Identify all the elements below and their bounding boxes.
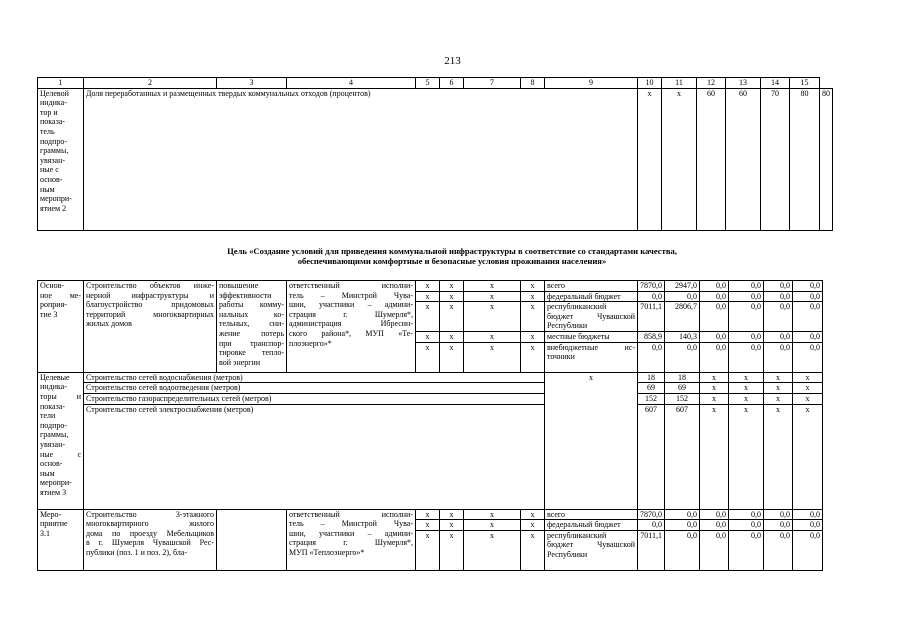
cell-v14: x: [764, 404, 793, 509]
cell-x6: x: [440, 520, 464, 531]
cell-c14: 80: [790, 88, 820, 230]
cell-x5: x: [416, 530, 440, 570]
cell-v12: 0,0: [700, 530, 729, 570]
measure-goal: [217, 281, 287, 373]
column-header-12: 12: [697, 78, 726, 89]
cell-x7: x: [464, 302, 521, 332]
measure-label: [38, 509, 84, 570]
cell-v14: 0,0: [764, 509, 793, 520]
cell-c9: x: [545, 372, 638, 509]
cell-c10: x: [662, 88, 697, 230]
cell-c15: 80: [820, 88, 833, 230]
text-line: всего: [547, 509, 566, 519]
cell-x5: x: [416, 520, 440, 531]
text-line: ные с: [40, 449, 81, 459]
text-line: федеральный бюджет: [547, 291, 621, 301]
cell-v11: 0,0: [665, 291, 700, 302]
cell-x6: x: [440, 302, 464, 332]
goal-heading: [37, 246, 867, 266]
text-line: бюджет Чувашской: [547, 311, 635, 321]
cell-v14: 0,0: [764, 291, 793, 302]
funding-source: [545, 509, 638, 520]
cell-x5: x: [416, 342, 440, 372]
text-line: меропри-: [40, 478, 72, 488]
cell-v10: 0,0: [638, 291, 665, 302]
indicator-text: Строительство сетей водоотведения (метров): [84, 383, 545, 394]
indicator-label: [38, 88, 84, 230]
cell-v10: 7870,0: [638, 281, 665, 292]
table-main: [37, 280, 823, 571]
cell-x7: x: [464, 332, 521, 343]
cell-v15: 0,0: [793, 342, 823, 372]
text-line: страция г. Шумерля*,: [289, 538, 413, 548]
goal-line-1: Цель «Создание условий для приведения коммунальной инфраструктуры в соответствие со стандартами качества,: [227, 246, 677, 256]
cell-x5: x: [416, 302, 440, 332]
cell-x5: x: [416, 291, 440, 302]
cell-x8: x: [521, 302, 545, 332]
text-line: плоэнерго»*: [289, 338, 332, 348]
text-line: внебюджетные ис-: [547, 342, 635, 352]
text-line: нальных ко-: [219, 309, 284, 319]
text-line: республиканский: [547, 302, 607, 312]
cell-v10: 7011,1: [638, 530, 665, 570]
text-line: тели: [40, 411, 56, 421]
table-row: [38, 372, 823, 383]
indicator-text: Строительство газораспределительных сетей (метров): [84, 393, 545, 404]
text-line: вой энергии: [219, 357, 261, 367]
text-line: подпро-: [40, 420, 68, 430]
cell-v10: 7870,0: [638, 509, 665, 520]
text-line: территорий многоквартирных: [86, 309, 214, 319]
cell-v11: 0,0: [665, 520, 700, 531]
goal-line-2: обеспечивающими комфортные и безопасные условия проживания населения»: [297, 256, 607, 266]
column-header-15: 15: [790, 78, 820, 89]
text-line: работы комму-: [219, 300, 284, 310]
text-line: ные с: [40, 165, 59, 175]
text-line: всего: [547, 281, 566, 290]
cell-v15: 0,0: [793, 302, 823, 332]
cell-v11: 0,0: [665, 509, 700, 520]
cell-v12: 0,0: [700, 509, 729, 520]
cell-v12: 0,0: [700, 520, 729, 531]
text-line: ятием 3: [40, 487, 67, 497]
cell-v12: 0,0: [700, 342, 729, 372]
text-line: МУП «Теплоэнерго»*: [289, 547, 365, 557]
table-row: [38, 509, 823, 520]
cell-v15: 0,0: [793, 520, 823, 531]
text-line: индика-: [40, 382, 67, 392]
text-line: эффективности: [219, 290, 272, 300]
measure-goal: [217, 509, 287, 570]
text-line: дома по проезду Мебельщиков: [86, 528, 214, 538]
cell-v14: 0,0: [764, 530, 793, 570]
text-line: Основ-: [40, 281, 65, 290]
cell-v15: 0,0: [793, 291, 823, 302]
cell-x8: x: [521, 509, 545, 520]
cell-v12: 0,0: [700, 281, 729, 292]
measure-title: [84, 509, 217, 570]
text-line: роприя-: [40, 300, 67, 310]
column-header-10: 10: [638, 78, 662, 89]
text-line: Целевой: [40, 88, 69, 98]
text-line: увязан-: [40, 155, 66, 165]
cell-x8: x: [521, 342, 545, 372]
indicator-label: [38, 372, 84, 509]
text-line: ятием 2: [40, 203, 67, 213]
page-number: 213: [444, 55, 461, 67]
text-line: многоквартирного жилого: [86, 519, 214, 529]
cell-x8: x: [521, 281, 545, 292]
funding-source: [545, 302, 638, 332]
measure-title: [84, 281, 217, 373]
funding-source: [545, 520, 638, 531]
cell-v14: 0,0: [764, 281, 793, 292]
cell-v12: x: [700, 383, 729, 394]
cell-v10: 0,0: [638, 342, 665, 372]
cell-x5: x: [416, 332, 440, 343]
text-line: публики (поз. 1 и поз. 2), бла-: [86, 547, 188, 557]
column-header-9: 9: [545, 78, 638, 89]
text-line: ответственный исполни-: [289, 509, 413, 519]
text-line: нерной инфраструктуры и: [86, 290, 214, 300]
table-row: [38, 404, 823, 509]
cell-v15: x: [793, 404, 823, 509]
table-row: [38, 88, 833, 230]
measure-executor: [287, 509, 416, 570]
cell-v13: x: [729, 404, 764, 509]
text-line: тель: [40, 126, 55, 136]
text-line: показа-: [40, 117, 65, 127]
indicator-text: Доля переработанных и размещенных твердых коммунальных отходов (процентов): [84, 88, 638, 230]
cell-v14: 0,0: [764, 302, 793, 332]
measure-label: [38, 281, 84, 373]
cell-v12: x: [700, 404, 729, 509]
text-line: основ-: [40, 459, 63, 469]
text-line: жилых домов: [86, 319, 132, 329]
funding-source: [545, 332, 638, 343]
text-line: Строительство объектов инже-: [86, 281, 214, 290]
cell-c12: 60: [726, 88, 761, 230]
cell-v14: x: [764, 393, 793, 404]
cell-v13: x: [729, 372, 764, 383]
table-top: [37, 77, 833, 231]
text-line: тельных, сни-: [219, 319, 284, 329]
column-header-6: 6: [440, 78, 464, 89]
funding-source: [545, 291, 638, 302]
cell-x5: x: [416, 509, 440, 520]
text-line: местные бюджеты: [547, 332, 610, 342]
text-line: федеральный бюджет: [547, 520, 621, 530]
cell-x5: x: [416, 281, 440, 292]
text-line: основ-: [40, 174, 63, 184]
funding-source: [545, 281, 638, 292]
cell-v15: x: [793, 383, 823, 394]
cell-x6: x: [440, 342, 464, 372]
cell-c11: 60: [697, 88, 726, 230]
column-header-7: 7: [464, 78, 521, 89]
cell-v11: 0,0: [665, 342, 700, 372]
cell-v13: 0,0: [729, 520, 764, 531]
cell-v10: 18: [638, 372, 665, 383]
table-row: [38, 383, 823, 394]
cell-x7: x: [464, 281, 521, 292]
column-header-11: 11: [662, 78, 697, 89]
text-line: тель – Минстрой Чува-: [289, 290, 413, 300]
cell-v11: 69: [665, 383, 700, 394]
text-line: торы и: [40, 391, 81, 401]
cell-x7: x: [464, 509, 521, 520]
column-header-1: 1: [38, 78, 84, 89]
cell-x7: x: [464, 520, 521, 531]
indicator-text: Строительство сетей электроснабжения (метров): [84, 404, 545, 509]
text-line: ное ме-: [40, 290, 81, 300]
text-line: повышение: [219, 281, 259, 290]
text-line: увязан-: [40, 439, 66, 449]
text-line: тировке тепло-: [219, 348, 284, 358]
column-header-8: 8: [521, 78, 545, 89]
funding-source: [545, 342, 638, 372]
cell-v12: x: [700, 393, 729, 404]
cell-v11: 140,3: [665, 332, 700, 343]
column-header-14: 14: [761, 78, 790, 89]
cell-v11: 607: [665, 404, 700, 509]
cell-v14: x: [764, 383, 793, 394]
text-line: точники: [547, 352, 575, 362]
cell-v10: 7011,1: [638, 302, 665, 332]
funding-source: [545, 530, 638, 570]
cell-c9: x: [638, 88, 662, 230]
text-line: приятие: [40, 519, 68, 529]
text-line: администрация Ибресин-: [289, 319, 413, 329]
text-line: жение потерь: [219, 328, 284, 338]
cell-v13: 0,0: [729, 291, 764, 302]
cell-v14: 0,0: [764, 342, 793, 372]
cell-x6: x: [440, 291, 464, 302]
cell-x8: x: [521, 520, 545, 531]
cell-v13: 0,0: [729, 509, 764, 520]
text-line: шии, участники – админи-: [289, 300, 413, 310]
cell-v12: 0,0: [700, 291, 729, 302]
cell-v10: 152: [638, 393, 665, 404]
text-line: индика-: [40, 98, 67, 108]
cell-x8: x: [521, 332, 545, 343]
text-line: тор и: [40, 107, 58, 117]
cell-v14: 0,0: [764, 332, 793, 343]
measure-executor: [287, 281, 416, 373]
text-line: Меро-: [40, 509, 62, 519]
table-row: [38, 393, 823, 404]
text-line: Целевые: [40, 372, 70, 382]
cell-x7: x: [464, 530, 521, 570]
cell-v10: 607: [638, 404, 665, 509]
cell-v12: 0,0: [700, 302, 729, 332]
cell-v15: 0,0: [793, 530, 823, 570]
text-line: ным: [40, 468, 55, 478]
text-line: тие 3: [40, 309, 58, 319]
cell-v11: 2947,0: [665, 281, 700, 292]
cell-v13: 0,0: [729, 530, 764, 570]
cell-v13: x: [729, 383, 764, 394]
cell-v12: x: [700, 372, 729, 383]
text-line: граммы,: [40, 430, 69, 440]
indicator-text: Строительство сетей водоснабжения (метров): [84, 372, 545, 383]
text-line: республиканский: [547, 530, 607, 540]
column-header-3: 3: [217, 78, 287, 89]
text-line: благоустройство придомовых: [86, 300, 214, 310]
text-line: в г. Шумерля Чувашской Рес-: [86, 538, 214, 548]
text-line: показа-: [40, 401, 65, 411]
column-header-2: 2: [84, 78, 217, 89]
cell-c13: 70: [761, 88, 790, 230]
cell-x8: x: [521, 530, 545, 570]
text-line: тель – Минстрой Чува-: [289, 519, 413, 529]
cell-v11: 0,0: [665, 530, 700, 570]
cell-v13: x: [729, 393, 764, 404]
cell-v13: 0,0: [729, 332, 764, 343]
cell-v15: x: [793, 393, 823, 404]
cell-x6: x: [440, 332, 464, 343]
cell-v15: x: [793, 372, 823, 383]
cell-v11: 18: [665, 372, 700, 383]
column-header-13: 13: [726, 78, 761, 89]
cell-v10: 858,9: [638, 332, 665, 343]
cell-x6: x: [440, 530, 464, 570]
cell-v11: 2806,7: [665, 302, 700, 332]
column-header-4: 4: [287, 78, 416, 89]
cell-v14: x: [764, 372, 793, 383]
text-line: ского района*, МУП «Те-: [289, 328, 413, 338]
cell-v13: 0,0: [729, 281, 764, 292]
text-line: ным: [40, 184, 55, 194]
cell-v13: 0,0: [729, 302, 764, 332]
cell-v13: 0,0: [729, 342, 764, 372]
cell-v15: 0,0: [793, 281, 823, 292]
cell-x7: x: [464, 342, 521, 372]
cell-v10: 0,0: [638, 520, 665, 531]
text-line: страция г. Шумерля*,: [289, 309, 413, 319]
cell-x6: x: [440, 281, 464, 292]
text-line: Республики: [547, 321, 588, 331]
cell-x8: x: [521, 291, 545, 302]
cell-x6: x: [440, 509, 464, 520]
column-header-row: [38, 78, 833, 89]
text-line: при транспор-: [219, 338, 284, 348]
cell-v12: 0,0: [700, 332, 729, 343]
table-row: [38, 281, 823, 292]
text-line: 3.1: [40, 528, 50, 538]
text-line: ответственный исполни-: [289, 281, 413, 290]
cell-x7: x: [464, 291, 521, 302]
text-line: Строительство 3-этажного: [86, 509, 214, 519]
cell-v11: 152: [665, 393, 700, 404]
cell-v10: 69: [638, 383, 665, 394]
cell-v15: 0,0: [793, 332, 823, 343]
text-line: Республики: [547, 549, 588, 559]
column-header-5: 5: [416, 78, 440, 89]
text-line: бюджет Чувашской: [547, 540, 635, 550]
cell-v15: 0,0: [793, 509, 823, 520]
text-line: меропри-: [40, 194, 72, 204]
text-line: граммы,: [40, 146, 69, 156]
text-line: шии, участники – админи-: [289, 528, 413, 538]
text-line: подпро-: [40, 136, 68, 146]
cell-v14: 0,0: [764, 520, 793, 531]
